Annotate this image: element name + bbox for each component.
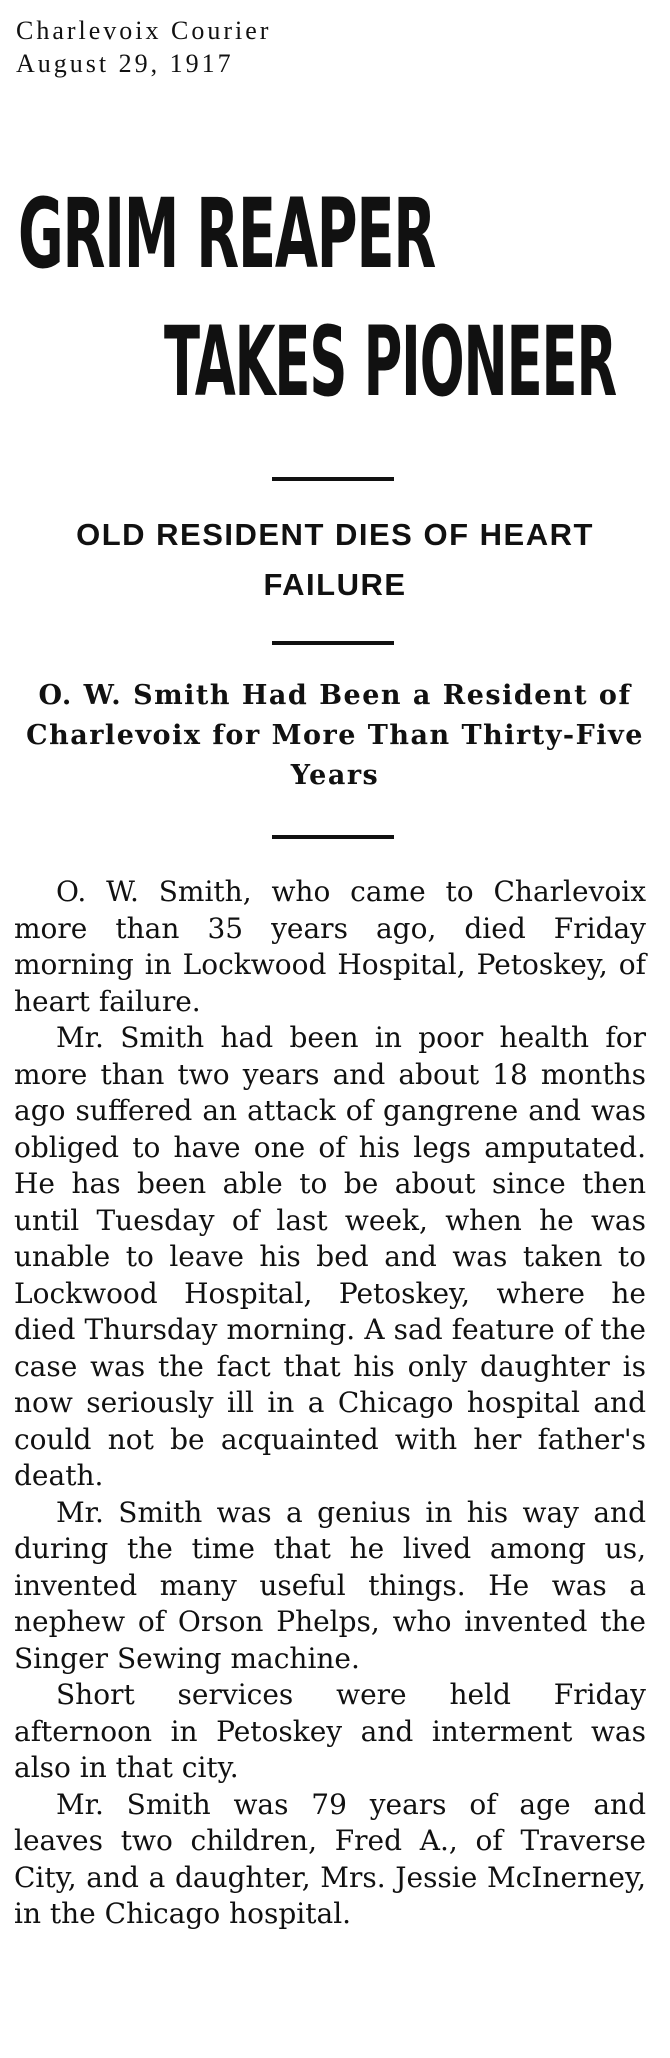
secondary-deck: O. W. Smith Had Been a Resident of Charlevoix for More Than Thirty-Five Years	[26, 680, 644, 791]
article-paragraph: Mr. Smith had been in poor health for more than two years and about 18 months ago suffered an attack of gangrene and was obliged to have one of his legs amputated. He has been able to be about since then until Tuesday of last week, when he was unable to leave his bed and was taken to Lockwood Hospital, Petoskey, where he died Thursday morning. A sad feature of the case was the fact that his only daughter is now seriously ill in a Chicago hospital and could not be acquainted with her father's death.	[14, 1021, 646, 1492]
divider-rule-3	[272, 835, 394, 839]
article-paragraph: Short services were held Friday afternoon in Petoskey and interment was also in that city.	[14, 1678, 646, 1784]
divider-rule-2	[272, 641, 394, 645]
subheadline-deck: OLD RESIDENT DIES OF HEART FAILURE	[76, 517, 594, 602]
headline-line-1: GRIM REAPER	[18, 178, 436, 290]
article-paragraph: O. W. Smith, who came to Charlevoix more than 35 years ago, died Friday morning in Lockwood Hospital, Petoskey, of heart failure.	[14, 875, 646, 1018]
divider-rule-1	[272, 477, 394, 481]
publication-date: August 29, 1917	[16, 49, 234, 78]
article-body	[14, 874, 646, 1933]
source-line	[16, 14, 271, 80]
article-paragraph: Mr. Smith was a genius in his way and during the time that he lived among us, invented many useful things. He was a nephew of Orson Phelps, who invented the Singer Sewing machine.	[14, 1495, 646, 1675]
article-paragraph: Mr. Smith was 79 years of age and leaves two children, Fred A., of Traverse City, and a daughter, Mrs. Jessie McInerney, in the Chicago hospital.	[14, 1787, 646, 1930]
publication-name: Charlevoix Courier	[16, 16, 272, 45]
headline-line-2: TAKES PIONEER	[164, 306, 617, 418]
